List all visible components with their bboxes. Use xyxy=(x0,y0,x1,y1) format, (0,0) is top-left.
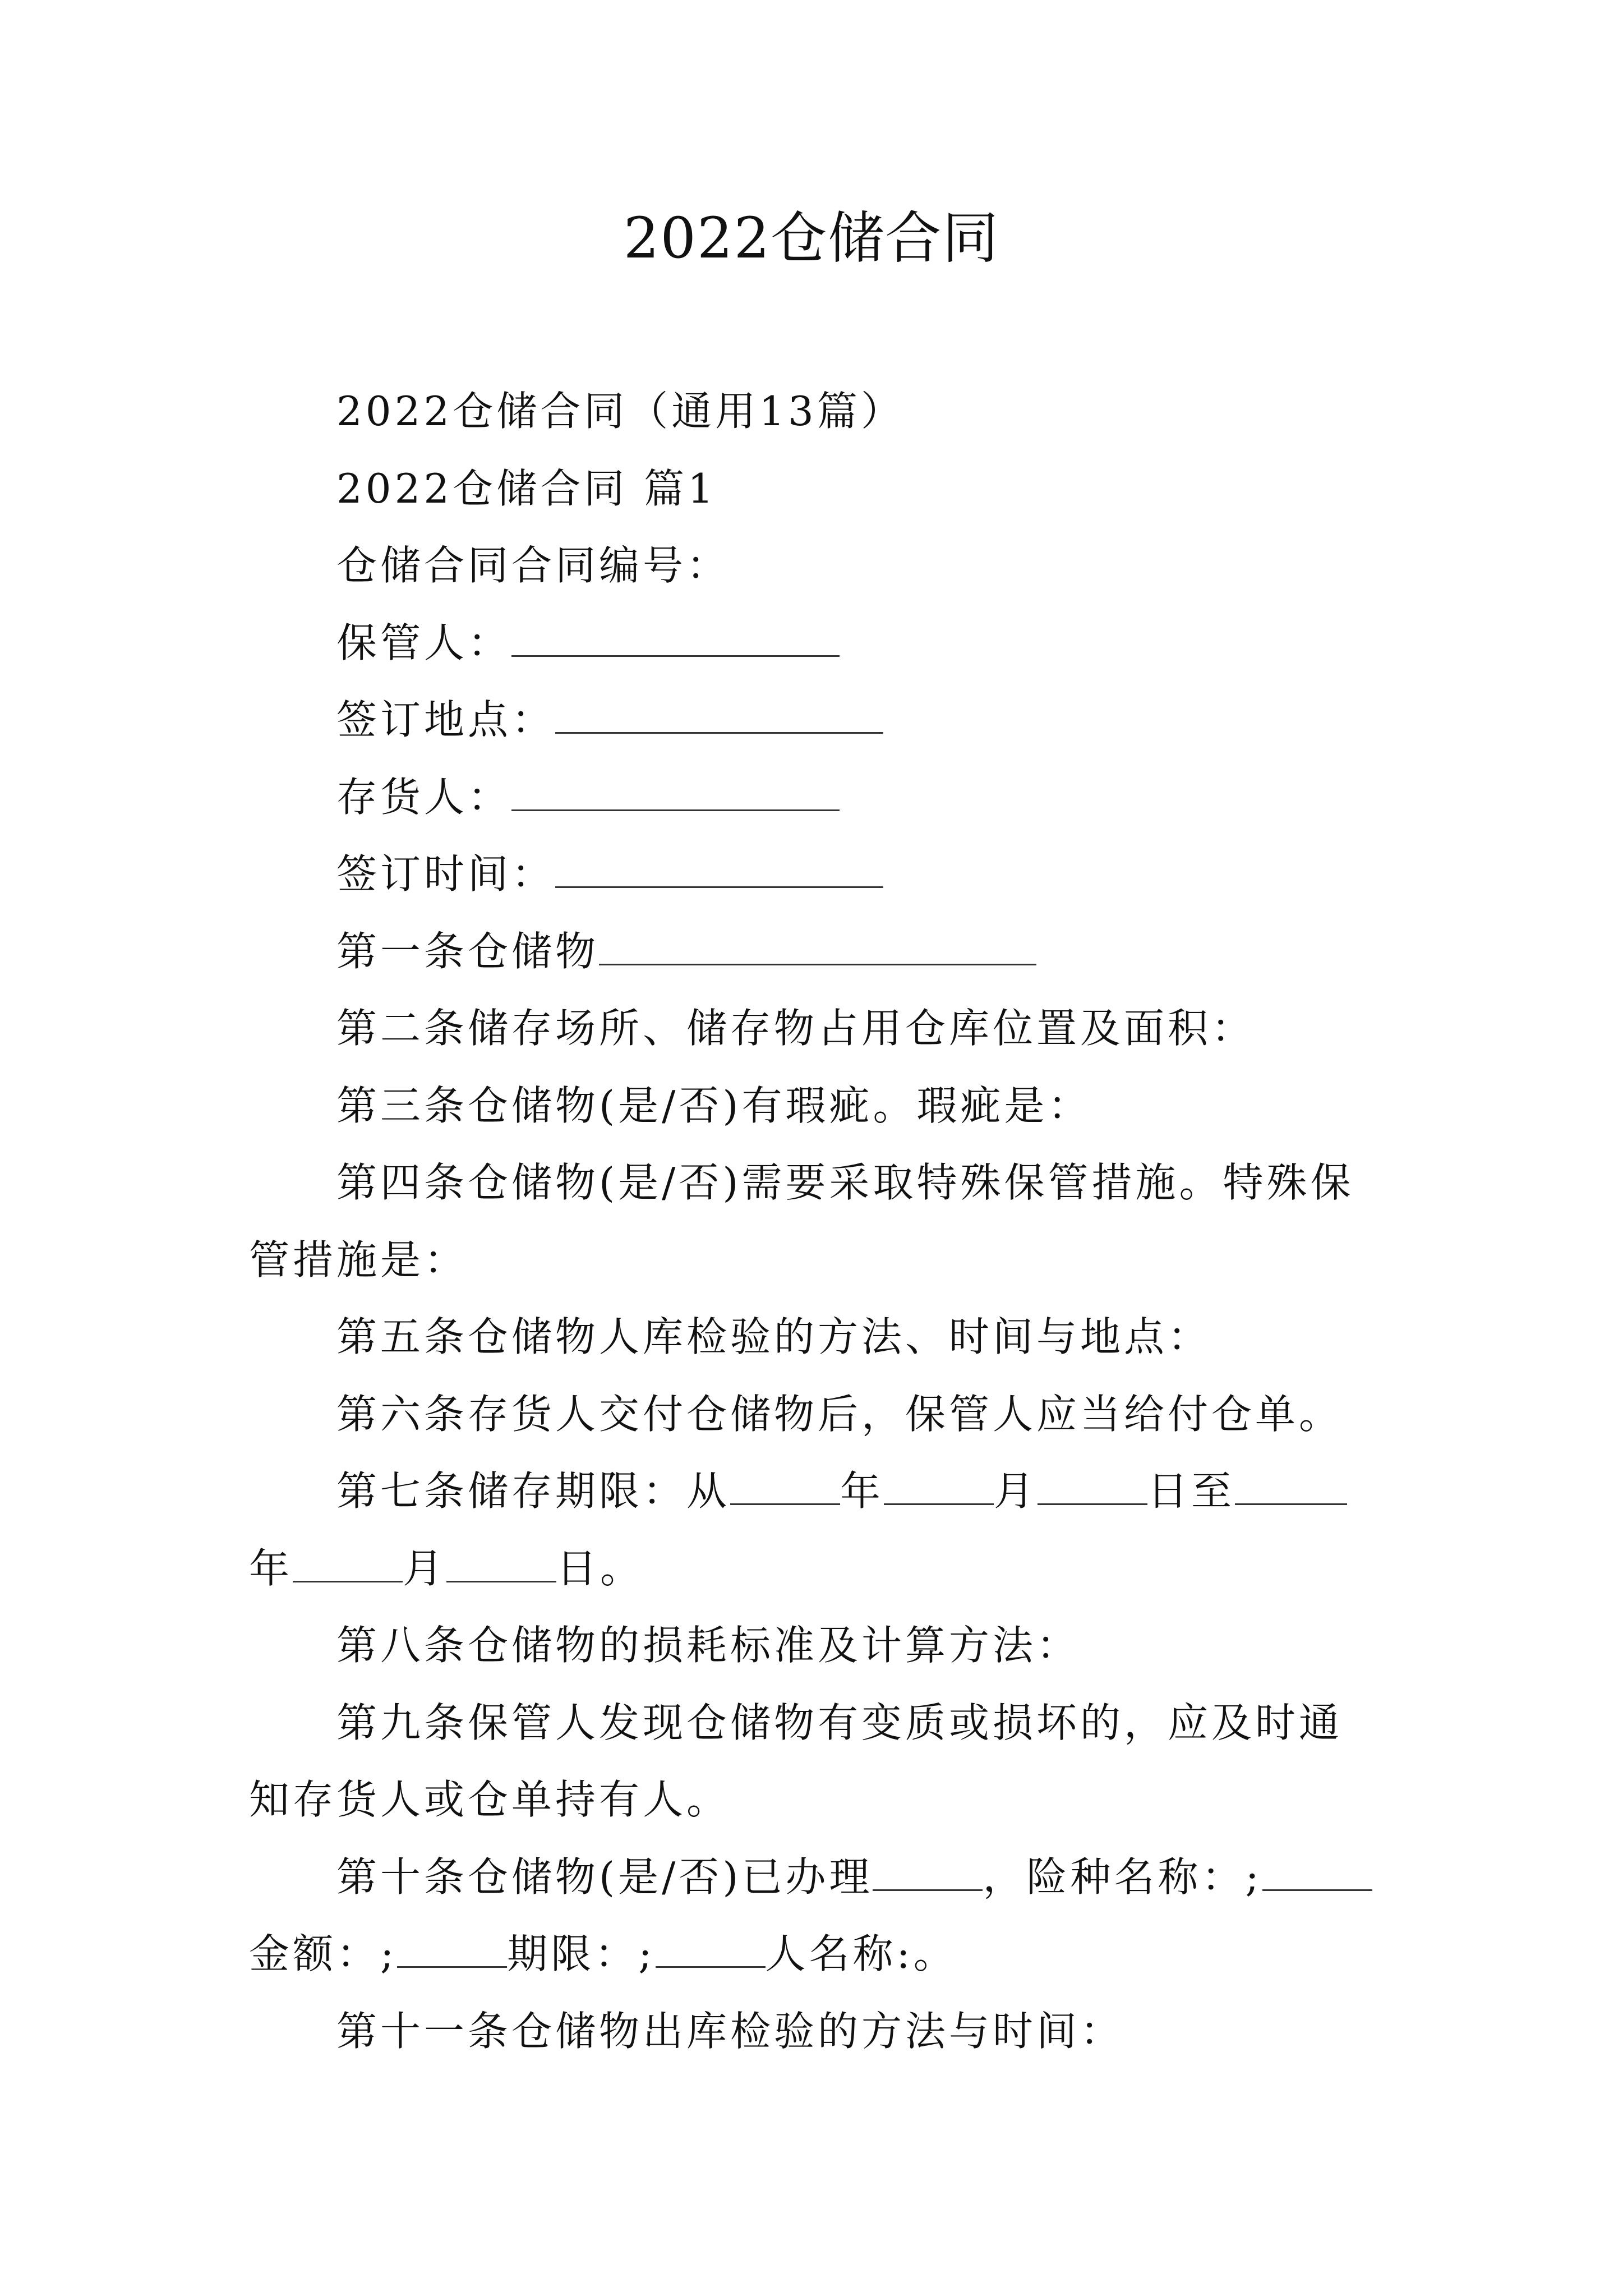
day-to-label: 日至 xyxy=(1147,1467,1235,1515)
insurer-name-label: 人名称:。 xyxy=(765,1930,957,1977)
article-2: 第二条储存场所、储存物占用仓库位置及面积： xyxy=(336,1005,1256,1052)
keeper-label: 保管人： xyxy=(336,619,512,666)
article-3: 第三条仓储物(是/否)有瑕疵。瑕疵是： xyxy=(336,1082,1092,1129)
sign-place-blank xyxy=(555,694,883,734)
depositor-blank xyxy=(511,771,840,811)
sign-place-line xyxy=(249,682,1378,759)
article-1 xyxy=(249,913,1378,991)
insurance-type-label: ，险种名称：; xyxy=(983,1853,1262,1901)
term-label: 期限：; xyxy=(507,1930,656,1977)
contract-number-line: 仓储合同合同编号： xyxy=(336,542,731,589)
day-end-label: 日。 xyxy=(556,1544,644,1592)
article-9: 第九条保管人发现仓储物有变质或损坏的，应及时通知存货人或仓单持有人。 xyxy=(249,1699,1343,1823)
article-1-text: 第一条仓储物 xyxy=(336,927,600,975)
start-month-blank xyxy=(884,1465,994,1505)
article-7-text: 第七条储存期限：从 xyxy=(336,1467,731,1515)
article-10-text: 第十条仓储物(是/否)已办理 xyxy=(336,1853,873,1901)
term-pre-blank xyxy=(397,1928,507,1968)
sign-time-label: 签订时间： xyxy=(336,850,556,898)
document-body xyxy=(249,373,1378,2070)
section-heading: 2022仓储合同 篇1 xyxy=(336,464,717,512)
start-year-blank xyxy=(730,1465,840,1505)
end-year-blank xyxy=(1235,1465,1347,1505)
end-month-blank xyxy=(293,1542,403,1582)
document-title: 2022仓储合同 xyxy=(623,205,1000,271)
article-11: 第十一条仓储物出库检验的方法与时间： xyxy=(336,2007,1124,2055)
year-label-1: 年 xyxy=(840,1467,884,1515)
sign-time-blank xyxy=(555,848,883,888)
sign-time-line xyxy=(249,836,1378,913)
amount-pre-blank xyxy=(1262,1851,1372,1890)
year-label-2: 年 xyxy=(249,1544,293,1592)
keeper-blank xyxy=(511,616,840,656)
insurance-blank xyxy=(873,1851,983,1890)
month-label-1: 月 xyxy=(994,1467,1038,1515)
article-6: 第六条存货人交付仓储物后，保管人应当给付仓单。 xyxy=(336,1390,1343,1438)
keeper-line xyxy=(249,605,1378,682)
depositor-line xyxy=(249,759,1378,836)
article-10 xyxy=(249,1839,1378,1993)
article-8: 第八条仓储物的损耗标准及计算方法： xyxy=(336,1622,1081,1669)
article-1-blank xyxy=(599,925,1036,965)
article-4: 第四条仓储物(是/否)需要采取特殊保管措施。特殊保管措施是： xyxy=(249,1159,1354,1283)
article-5: 第五条仓储物人库检验的方法、时间与地点： xyxy=(336,1313,1212,1360)
insurer-pre-blank xyxy=(656,1928,766,1968)
sign-place-label: 签订地点： xyxy=(336,696,556,743)
subtitle: 2022仓储合同（通用13篇） xyxy=(336,388,905,435)
amount-label: 金额：; xyxy=(249,1930,398,1977)
end-day-blank xyxy=(446,1542,556,1582)
article-7 xyxy=(249,1453,1378,1607)
start-day-blank xyxy=(1038,1465,1147,1505)
month-label-2: 月 xyxy=(403,1544,447,1592)
depositor-label: 存货人： xyxy=(336,773,512,821)
